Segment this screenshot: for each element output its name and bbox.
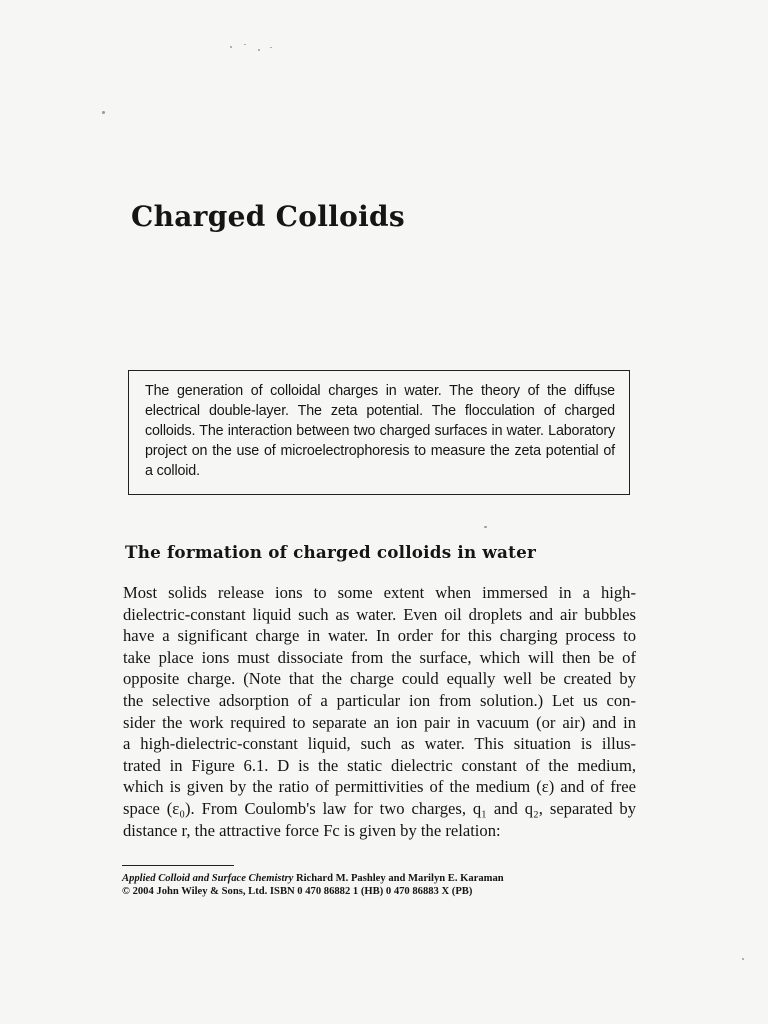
scan-speck <box>230 46 232 48</box>
body-line: which is given by the ratio of permittivities of the medium (ε) and of free <box>123 777 636 797</box>
body-line: sider the work required to separate an ion pair in vacuum (or air) and in <box>123 712 636 732</box>
body-line: the selective adsorption of a particular ion from solution.) Let us con- <box>123 690 636 710</box>
chapter-title: Charged Colloids <box>131 200 405 233</box>
scan-speck <box>102 111 105 114</box>
section-heading: The formation of charged colloids in water <box>125 542 536 562</box>
scan-speck <box>244 44 246 45</box>
chapter-abstract-box <box>128 370 630 495</box>
scan-speck <box>270 47 272 48</box>
book-title: Applied Colloid and Surface Chemistry <box>122 873 294 884</box>
copyright-footnote <box>122 873 504 898</box>
body-line: distance r, the attractive force Fc is given by the relation: <box>123 820 501 840</box>
chapter-abstract: The generation of colloidal charges in water. The theory of the diffuse electrical double-layer. The zeta potential. The flocculation of charged colloids. The interaction between two charged surfaces in water. Laboratory project on the use of microelectrophoresis to measure the zeta potential of a colloid. <box>145 383 615 479</box>
footnote-rule <box>122 865 234 866</box>
book-authors: Richard M. Pashley and Marilyn E. Karaman <box>295 873 504 884</box>
body-line: a high-dielectric-constant liquid, such as water. This situation is illus- <box>123 734 636 754</box>
body-line: Most solids release ions to some extent when immersed in a high- <box>123 583 636 602</box>
body-line: space (ε₀). From Coulomb's law for two charges, q₁ and q₂, separated by <box>123 798 636 818</box>
body-line: opposite charge. (Note that the charge could equally well be created by <box>123 669 636 689</box>
copyright-line: © 2004 John Wiley & Sons, Ltd. ISBN 0 470 86882 1 (HB) 0 470 86883 X (PB) <box>122 885 473 897</box>
body-paragraph <box>123 582 636 841</box>
scan-speck <box>258 49 260 51</box>
body-line: take place ions must dissociate from the surface, which will then be of <box>123 647 636 667</box>
body-line: have a significant charge in water. In order for this charging process to <box>123 626 636 646</box>
body-line: dielectric-constant liquid such as water. Even oil droplets and air bubbles <box>123 604 636 624</box>
body-line: trated in Figure 6.1. D is the static dielectric constant of the medium, <box>123 755 636 775</box>
scan-speck <box>484 526 487 528</box>
scan-speck <box>742 958 744 960</box>
